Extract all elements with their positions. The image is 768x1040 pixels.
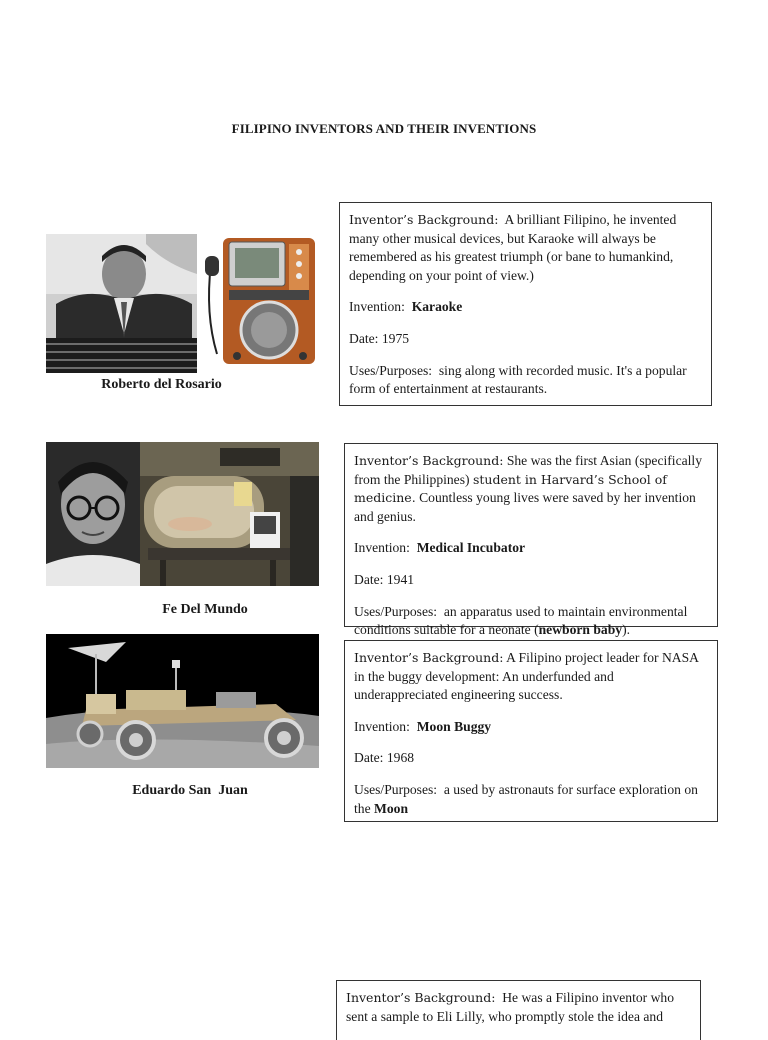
inventor-photo-roberto [46,234,197,373]
invention-label: Invention: [354,540,410,556]
uses-bold: Moon [374,800,408,816]
date-value: 1941 [386,571,415,587]
page-title: FILIPINO INVENTORS AND THEIR INVENTIONS [231,121,537,136]
uses-bold: newborn baby [538,622,623,638]
karaoke-machine-image [203,234,320,373]
moon-buggy-image [46,634,319,768]
invention-label: Invention: [354,718,410,734]
background-label: Inventor’s Background: [354,650,504,665]
invention-value: Karaoke [411,299,463,315]
background-label: Inventor’s Background: [346,990,496,1005]
background-text-end: Countless young lives were saved by her invention and genius. [354,490,696,524]
invention-label: Invention: [349,299,405,315]
background-text: She was the first Asian (specifically from the Philippines) [354,453,702,487]
date-label: Date: [354,750,384,766]
uses-text: an apparatus used to maintain environmental conditions suitable for a neonate ( [354,603,688,638]
uses-end: ). [622,622,631,638]
uses-label: Uses/Purposes: [349,362,433,378]
info-box-karaoke [339,202,712,406]
inventor-name-fe-del-mundo: Fe Del Mundo [162,602,248,617]
date-label: Date: [349,330,379,346]
background-label: Inventor’s Background: [354,453,504,468]
date-value: 1975 [381,330,410,346]
background-label: Inventor’s Background: [349,212,499,227]
background-text: A brilliant Filipino, he invented many other musical devices, but Karaoke will always be remembered as his greatest triumph (or bane to humankind, depending on your point of view.) [349,212,677,283]
invention-value: Moon Buggy [416,718,492,734]
uses-text: a used by astronauts for surface exploration on the [354,781,698,816]
background-text: He was a Filipino inventor who sent a sample to Eli Lilly, who promptly stole the idea and [346,990,675,1024]
background-text-school: student in Harvard’s School of medicine. [354,471,667,506]
inventor-name-eduardo: Eduardo San Juan [132,783,248,798]
uses-label: Uses/Purposes: [354,603,438,619]
info-box-incubator [344,443,718,638]
medical-incubator-image [140,442,319,586]
uses-text: sing along with recorded music. It's a popular form of entertainment at restaurants. [349,362,687,397]
uses-label: Uses/Purposes: [354,781,438,797]
invention-value: Medical Incubator [416,540,526,556]
info-box-partial [336,980,701,1040]
date-value: 1968 [386,750,415,766]
inventor-photo-fe-del-mundo [46,442,140,586]
background-text: A Filipino project leader for NASA in the buggy development: An underfunded and underappreciated engineering success. [354,650,699,703]
inventor-name-roberto: Roberto del Rosario [101,377,222,392]
info-box-moon-buggy [344,640,718,822]
date-label: Date: [354,571,384,587]
